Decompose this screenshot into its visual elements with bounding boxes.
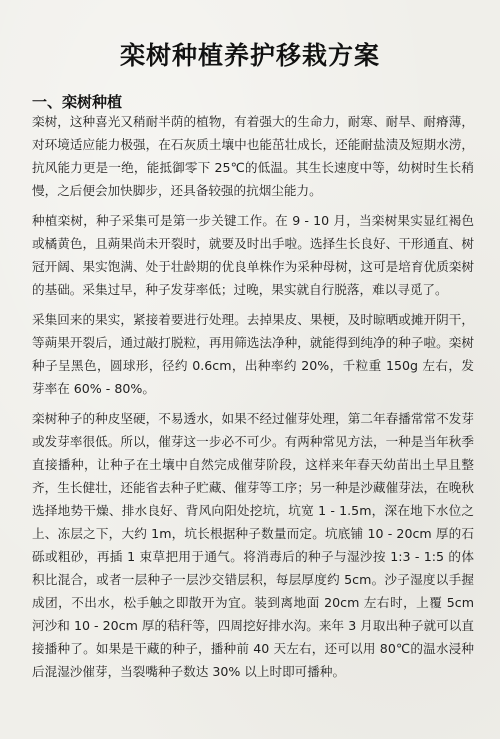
section-heading: 一、栾树种植 bbox=[32, 93, 123, 111]
page-title: 栾树种植养护移栽方案 bbox=[119, 41, 380, 70]
article-body bbox=[32, 110, 474, 690]
paragraph-seed-collection: 种植栾树，种子采集可是第一步关键工作。在 9 - 10 月，当栾树果实显红褐色或橘黄色，且蒴果尚未开裂时，就要及时出手啦。选择生长良好、干形通直、树冠开阔、果实饱满、处于壮龄期的优良单株作为采种母树，这可是培育优质栾树的基础。采集过早，种子发芽率低；过晚，果实就自行脱落，难以寻觅了。 bbox=[32, 213, 474, 297]
paragraph-germination: 栾树种子的种皮坚硬，不易透水，如果不经过催芽处理，第二年春播常常不发芽或发芽率很低。所以，催芽这一步必不可少。有两种常见方法，一种是当年秋季直接播种，让种子在土壤中自然完成催芽阶段，这样来年春天幼苗出土早且整齐，生长健壮，还能省去种子贮藏、催芽等工序；另一种是沙藏催芽法，在晚秋选择地势干燥、排水良好、背风向阳处挖坑，坑宽 1 - 1.5m，深在地下水位之上、冻层之下，大约 1m，坑长根据种子数量而定。坑底铺 10 - 20cm 厚的石砾或粗砂，再插 1 束草把用于通气。将消毒后的种子与湿沙按 1:3 - 1:5 的体积比混合，或者一层种子一层沙交错层积，每层厚度约 5cm。沙子湿度以手握成团，不出水，松手触之即散开为宜。装到离地面 20cm 左右时，上覆 5cm 河沙和 10 - 20cm 厚的秸秆等，四周挖好排水沟。来年 3 月取出种子就可以直接播种了。如果是干藏的种子，播种前 40 天左右，还可以用 80℃的温水浸种后混湿沙催芽，当裂嘴种子数达 30% 以上时即可播种。 bbox=[32, 411, 474, 679]
paragraph-seed-processing: 采集回来的果实，紧接着要进行处理。去掉果皮、果梗，及时晾晒或摊开阴干，等蒴果开裂后，通过敲打脱粒，再用筛选法净种，就能得到纯净的种子啦。栾树种子呈黑色，圆球形，径约 0.6cm，出种率约 20%，千粒重 150g 左右，发芽率在 60% - 80%。 bbox=[32, 312, 474, 396]
paragraph-intro: 栾树，这种喜光又稍耐半荫的植物，有着强大的生命力，耐寒、耐旱、耐瘠薄，对环境适应能力极强，在石灰质土壤中也能茁壮成长，还能耐盐渍及短期水涝，抗风能力更是一绝，能抵御零下 25℃的低温。其生长速度中等，幼树时生长稍慢，之后便会加快脚步，还具备较强的抗烟尘能力。 bbox=[32, 114, 474, 198]
